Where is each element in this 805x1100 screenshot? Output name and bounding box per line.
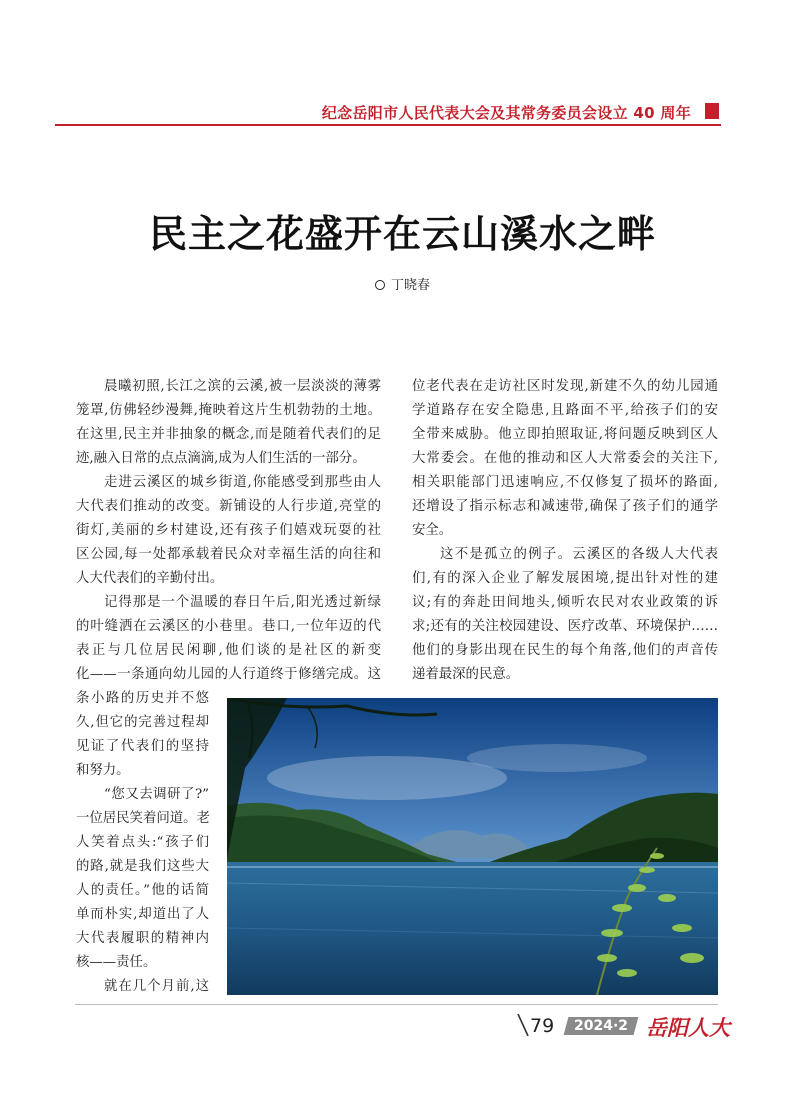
- banner-square-icon: [705, 103, 719, 119]
- text-line: 递着最深的民意。: [412, 667, 520, 682]
- text-line: 全带来威胁。他立即拍照取证,将问题反映到区人: [412, 427, 718, 442]
- text-line: 走进云溪区的城乡街道,你能感受到那些由人: [104, 475, 381, 490]
- text-line: 单而朴实,却道出了人: [76, 907, 209, 922]
- byline: [0, 274, 805, 293]
- text-line: 大代表们推动的改变。新铺设的人行步道,亮堂的: [76, 499, 381, 514]
- text-line: 大常委会。在他的推动和区人大常委会的关注下,: [412, 451, 718, 466]
- text-line: 迹,融入日常的点点滴滴,成为人们生活的一部分。: [76, 451, 366, 466]
- journal-logo: 岳阳人大: [646, 1015, 730, 1040]
- text-line: 这不是孤立的例子。云溪区的各级人大代表: [440, 547, 718, 562]
- text-line: 和努力。: [76, 763, 130, 778]
- series-banner: [55, 92, 721, 128]
- issue-label: 2024·2: [574, 1018, 629, 1034]
- text-line: 议;有的奔赴田间地头,倾听农民对农业政策的诉: [412, 595, 718, 610]
- text-line: 的叶缝洒在云溪区的小巷里。巷口,一位年迈的代: [76, 619, 381, 634]
- text-line: 记得那是一个温暖的春日午后,阳光透过新绿: [104, 595, 381, 610]
- text-line: 安全。: [412, 523, 453, 538]
- text-line: 相关职能部门迅速响应,不仅修复了损坏的路面,: [412, 475, 718, 490]
- text-line: 一位居民笑着问道。老: [76, 811, 210, 826]
- text-line: 们,有的深入企业了解发展困境,提出针对性的建: [412, 571, 718, 586]
- text-line: 求;还有的关注校园建设、医疗改革、环境保护……: [412, 619, 718, 634]
- text-line: 表正与几位居民闲聊,他们谈的是社区的新变: [76, 643, 381, 658]
- text-line: 他们的身影出现在民生的每个角落,他们的声音传: [412, 643, 718, 658]
- text-line: 人大代表们的辛勤付出。: [76, 571, 224, 586]
- text-line: “您又去调研了?”: [104, 787, 209, 802]
- text-line: 在这里,民主并非抽象的概念,而是随着代表们的足: [76, 427, 381, 442]
- issue-badge: [564, 1017, 639, 1035]
- footer-rule: [75, 1004, 718, 1005]
- slash-icon: [516, 1014, 530, 1036]
- text-line: 久,但它的完善过程却: [76, 715, 209, 730]
- text-line: 学道路存在安全隐患,且路面不平,给孩子们的安: [412, 403, 718, 418]
- text-line: 条小路的历史并不悠: [76, 691, 209, 706]
- page-footer: [516, 1014, 730, 1040]
- article-title: 民主之花盛开在云山溪水之畔: [148, 212, 656, 256]
- text-line: 大代表履职的精神内: [76, 931, 209, 946]
- page-number: 79: [530, 1015, 555, 1037]
- text-line: 晨曦初照,长江之滨的云溪,被一层淡淡的薄雾: [104, 379, 381, 394]
- text-line: 位老代表在走访社区时发现,新建不久的幼儿园通: [412, 379, 718, 394]
- text-line: 见证了代表们的坚持: [76, 739, 209, 754]
- text-line: 区公园,每一处都承载着民众对幸福生活的向往和: [76, 547, 381, 562]
- text-line: 街灯,美丽的乡村建设,还有孩子们嬉戏玩耍的社: [76, 523, 381, 538]
- text-line: 人的责任。”他的话简: [76, 883, 209, 898]
- banner-rule: [55, 124, 721, 126]
- text-line: 就在几个月前,这: [104, 979, 209, 994]
- text-line: 还增设了指示标志和减速带,确保了孩子们的通学: [412, 499, 718, 514]
- text-line: 人笑着点头:“孩子们: [76, 835, 209, 850]
- text-line: 笼罩,仿佛轻纱漫舞,掩映着这片生机勃勃的土地。: [76, 403, 381, 418]
- text-line: 化——一条通向幼儿园的人行道终于修缮完成。这: [76, 667, 381, 682]
- byline-circle-icon: [375, 280, 385, 290]
- text-line: 核——责任。: [76, 955, 157, 970]
- author-name: 丁晓春: [390, 278, 430, 293]
- landscape-photo: [227, 698, 718, 995]
- text-line: 的路,就是我们这些大: [76, 859, 209, 874]
- series-title: 纪念岳阳市人民代表大会及其常务委员会设立 40 周年: [321, 104, 691, 122]
